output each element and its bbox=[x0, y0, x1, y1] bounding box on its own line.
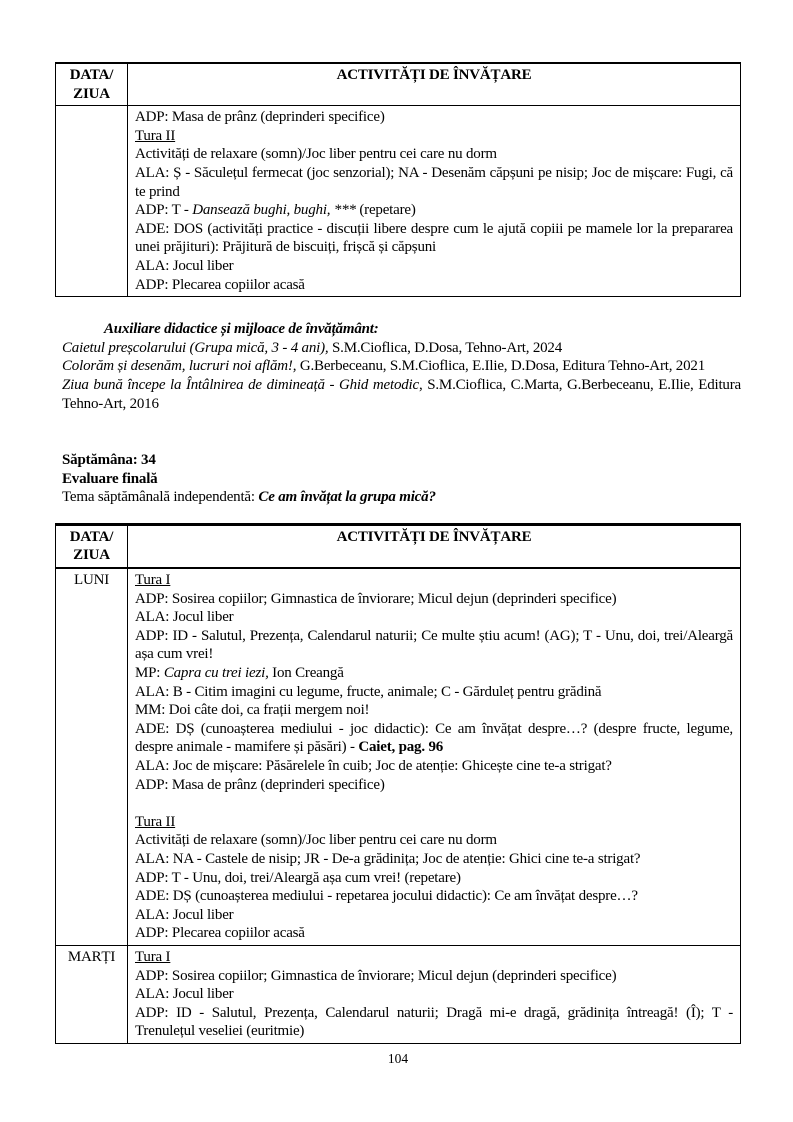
text-segment: ADP: ID - Salutul, Prezența, Calendarul naturii; Dragă mi-e dragă, grădinița întreagă! (Î); T - Trenulețul veseliei (euritmie) bbox=[135, 1004, 733, 1040]
activity-line: ALA: B - Citim imagini cu legume, fructe, animale; C - Gărduleț pentru grădină bbox=[135, 683, 602, 700]
activity-line bbox=[135, 220, 733, 257]
activity-line bbox=[135, 201, 733, 220]
week-theme-prefix: Tema săptămânală independentă: bbox=[62, 489, 259, 506]
auxiliare-list bbox=[62, 339, 741, 413]
text-segment: Tura I bbox=[135, 948, 171, 965]
day-cell: LUNI bbox=[56, 568, 128, 945]
text-segment: Colorăm și desenăm, lucruri noi aflăm!, bbox=[62, 358, 297, 375]
activities-cell bbox=[128, 945, 741, 1043]
activity-line bbox=[135, 164, 733, 201]
week-section bbox=[62, 451, 741, 507]
activity-line bbox=[135, 127, 733, 146]
text-segment: Tura II bbox=[135, 813, 176, 830]
activity-line: ADP: Masa de prânz (deprinderi specifice) bbox=[135, 109, 385, 126]
text-segment: Tura I bbox=[135, 572, 171, 589]
header-data-line: DATA/ bbox=[69, 528, 114, 545]
activities-cell bbox=[128, 568, 741, 945]
header-ziua-line: ZIUA bbox=[73, 85, 110, 102]
auxiliare-item bbox=[62, 376, 741, 413]
auxiliare-heading: Auxiliare didactice și mijloace de învățământ: bbox=[104, 321, 379, 338]
table-week34-body bbox=[56, 568, 741, 1043]
week-evaluation-label: Evaluare finală bbox=[62, 470, 158, 487]
header-data-ziua bbox=[56, 63, 128, 106]
text-segment: G.Berbeceanu, S.M.Cioflica, E.Ilie, D.Dosa, Editura Tehno-Art, 2021 bbox=[296, 358, 706, 375]
text-segment: Caietul preșcolarului (Grupa mică, 3 - 4 ani), bbox=[62, 339, 329, 356]
header-activitati: ACTIVITĂȚI DE ÎNVĂȚARE bbox=[128, 524, 741, 568]
week-theme-line bbox=[62, 488, 741, 507]
page-content bbox=[55, 62, 741, 1069]
text-segment: S.M.Cioflica, D.Dosa, Tehno-Art, 2024 bbox=[328, 339, 563, 356]
auxiliare-item bbox=[62, 357, 741, 376]
activity-line: Activități de relaxare (somn)/Joc liber pentru cei care nu dorm bbox=[135, 832, 497, 849]
activity-line bbox=[135, 1004, 733, 1041]
activity-line: ADP: Sosirea copiilor; Gimnastica de înviorare; Micul dejun (deprinderi specifice) bbox=[135, 590, 617, 607]
table-header-row bbox=[56, 524, 741, 568]
week-theme-title: Ce am învățat la grupa mică? bbox=[258, 489, 436, 506]
activity-line: ALA: Jocul liber bbox=[135, 986, 234, 1003]
activity-line: ADP: Plecarea copiilor acasă bbox=[135, 925, 305, 942]
day-cell bbox=[56, 106, 128, 297]
activity-line: ADP: Plecarea copiilor acasă bbox=[135, 276, 305, 293]
activity-line bbox=[135, 720, 733, 757]
text-segment: Ion Creangă bbox=[268, 665, 344, 682]
activities-cell bbox=[128, 106, 741, 297]
text-segment: MP: bbox=[135, 665, 164, 682]
activity-line: ALA: Joc de mișcare: Păsărelele în cuib; Joc de atenție: Ghicește cine te-a strigat? bbox=[135, 758, 612, 774]
text-segment: ADE: DȘ (cunoașterea mediului - joc didactic): Ce am învățat despre…? (despre fructe, legume, despre animale - mamifere și păsări) - bbox=[135, 720, 733, 756]
text-segment: Dansează bughi, bughi, *** bbox=[192, 202, 360, 219]
activity-line bbox=[135, 794, 733, 813]
text-segment: ALA: Ș - Săculețul fermecat (joc senzorial); NA - Desenăm căpșuni pe nisip; Joc de mișcare: Fugi, că te prind bbox=[135, 164, 733, 200]
activity-line: ALA: Jocul liber bbox=[135, 906, 234, 923]
table-row bbox=[56, 945, 741, 1043]
header-ziua-line: ZIUA bbox=[73, 547, 110, 564]
header-data-ziua bbox=[56, 524, 128, 568]
activity-line: ALA: Jocul liber bbox=[135, 257, 234, 274]
header-data-line: DATA/ bbox=[69, 67, 114, 83]
table-row bbox=[56, 106, 741, 297]
page-number: 104 bbox=[387, 1050, 409, 1066]
activity-line: ADE: DȘ (cunoașterea mediului - repetarea jocului didactic): Ce am învățat despre…? bbox=[135, 888, 638, 905]
table-row bbox=[56, 568, 741, 945]
activity-line bbox=[135, 664, 733, 683]
text-segment: Capra cu trei iezi, bbox=[163, 665, 269, 682]
text-segment: (repetare) bbox=[359, 202, 416, 219]
auxiliare-section bbox=[62, 320, 741, 413]
activity-line: ADP: Masa de prânz (deprinderi specifice) bbox=[135, 776, 385, 793]
activity-line: ALA: NA - Castele de nisip; JR - De-a grădinița; Joc de atenție: Ghici cine te-a strigat? bbox=[135, 850, 641, 867]
activity-line: MM: Doi câte doi, ca frații mergem noi! bbox=[135, 702, 370, 719]
activity-line: ADP: Sosirea copiilor; Gimnastica de înviorare; Micul dejun (deprinderi specifice) bbox=[135, 967, 617, 984]
text-segment: Caiet, pag. 96 bbox=[358, 739, 444, 756]
text-segment: , S.M.Cioflica, C.Marta, G.Berbeceanu, E.Ilie, Editura Tehno-Art, 2016 bbox=[62, 376, 741, 412]
header-activitati: ACTIVITĂȚI DE ÎNVĂȚARE bbox=[128, 63, 741, 106]
activity-line bbox=[135, 948, 733, 967]
week-number-label: Săptămâna: 34 bbox=[62, 452, 156, 469]
activity-line: ADP: T - Unu, doi, trei/Aleargă așa cum vrei! (repetare) bbox=[135, 869, 461, 886]
activity-line bbox=[135, 813, 733, 832]
activity-line bbox=[135, 627, 733, 664]
text-segment: ADP: T - bbox=[135, 202, 193, 219]
table-header-row bbox=[56, 63, 741, 106]
activity-line bbox=[135, 571, 733, 590]
day-cell: MARȚI bbox=[56, 945, 128, 1043]
text-segment: ADP: ID - Salutul, Prezența, Calendarul naturii; Ce multe știu acum! (AG); T - Unu, doi, trei/Aleargă așa cum vrei! bbox=[135, 627, 733, 663]
activity-line: ALA: Jocul liber bbox=[135, 609, 234, 626]
table-top-body bbox=[56, 106, 741, 297]
activity-line: Activități de relaxare (somn)/Joc liber pentru cei care nu dorm bbox=[135, 146, 497, 163]
auxiliare-item bbox=[62, 339, 741, 358]
activities-table-top bbox=[55, 62, 741, 297]
text-segment: Ziua bună începe la Întâlnirea de dimineață - Ghid metodic bbox=[62, 376, 419, 393]
text-segment: ADE: DOS (activități practice - discuții libere despre cum le ajută copiii pe mamele lor la prepararea unei prăjituri): Prăjitură de biscuiți, frișcă și căpșuni bbox=[135, 220, 733, 256]
text-segment: Tura II bbox=[135, 127, 176, 144]
activities-table-week34 bbox=[55, 523, 741, 1044]
